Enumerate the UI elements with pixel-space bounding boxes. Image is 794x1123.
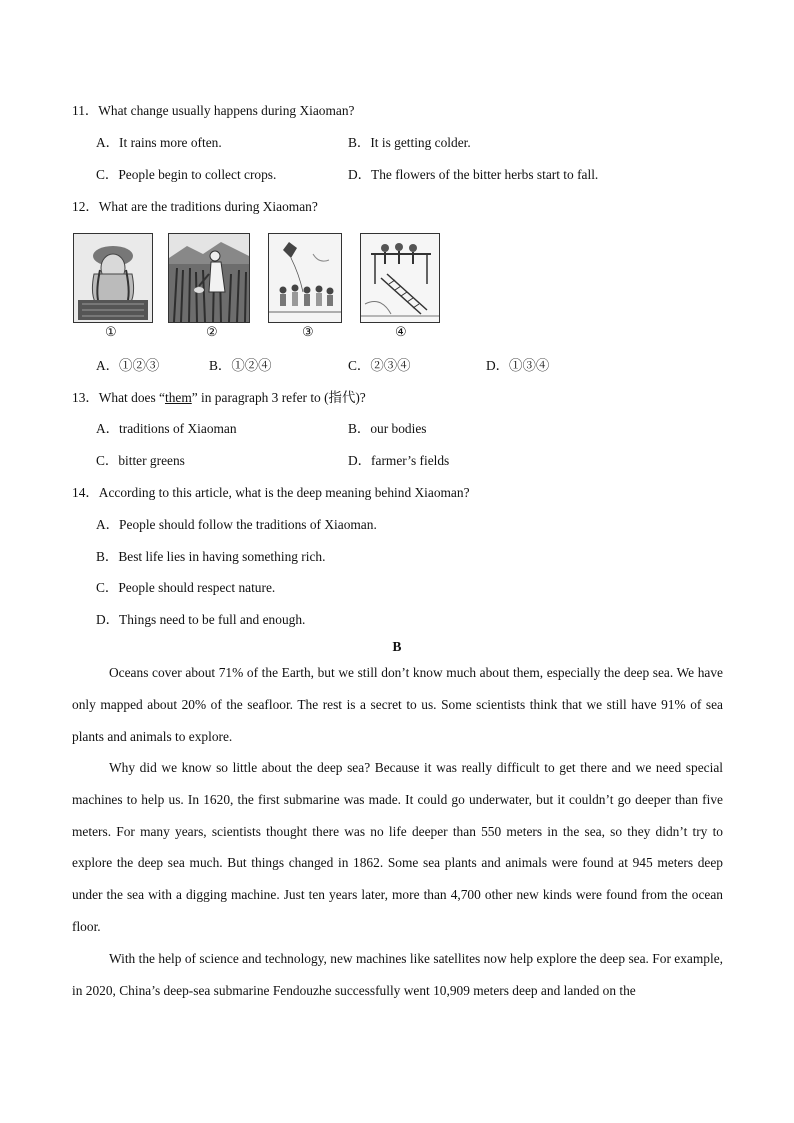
question-13-option-a: A．traditions of Xiaoman bbox=[96, 421, 237, 436]
question-14-option-a: A．People should follow the traditions of Xiaoman. bbox=[96, 517, 377, 532]
question-12-option-b: B．①②④ bbox=[209, 358, 272, 373]
question-13-option-d: D．farmer’s fields bbox=[348, 453, 450, 468]
picture-label-3: ③ bbox=[302, 324, 314, 339]
passage-paragraph-1: Oceans cover about 71% of the Earth, but we still don’t know much about them, especially the deep sea. We have only mapped about 20% of the seafloor. The rest is a secret to us. Some scientists think that we still have 91% of sea plants and animals to explore. bbox=[72, 665, 723, 744]
question-14-option-d: D．Things need to be full and enough. bbox=[96, 612, 306, 627]
picture-farmer-watering-field bbox=[168, 233, 250, 323]
question-12-option-d: D．①③④ bbox=[486, 358, 550, 373]
question-13-stem bbox=[72, 390, 366, 406]
question-13-option-c: C．bitter greens bbox=[96, 453, 185, 468]
picture-people-on-water-wheel bbox=[360, 233, 440, 323]
question-11-option-c: C．People begin to collect crops. bbox=[96, 167, 277, 182]
question-12-option-c: C．②③④ bbox=[348, 358, 411, 373]
question-14-option-b: B．Best life lies in having something rich. bbox=[96, 549, 326, 564]
question-13-underlined-word: them bbox=[164, 390, 192, 405]
question-13-option-b: B．our bodies bbox=[348, 421, 427, 436]
passage-paragraph-3: With the help of science and technology, new machines like satellites now help explore the deep sea. For example, in 2020, China’s deep-sea submarine Fendouzhe successfully went 10,909 meters deep and landed on the bbox=[72, 951, 723, 998]
question-14-stem: 14．According to this article, what is the deep meaning behind Xiaoman? bbox=[72, 485, 470, 500]
question-11-option-a: A．It rains more often. bbox=[96, 135, 222, 150]
question-14-option-c: C．People should respect nature. bbox=[96, 580, 276, 595]
question-11-option-d: D．The flowers of the bitter herbs start to fall. bbox=[348, 167, 599, 182]
picture-label-1: ① bbox=[105, 324, 117, 339]
picture-label-4: ④ bbox=[395, 324, 407, 339]
picture-label-2: ② bbox=[206, 324, 218, 339]
question-13-stem-post: ” in paragraph 3 refer to (指代)? bbox=[191, 390, 366, 405]
question-12-option-a: A．①②③ bbox=[96, 358, 160, 373]
question-11-stem: 11．What change usually happens during Xiaoman? bbox=[72, 103, 355, 118]
passage-paragraph-2: Why did we know so little about the deep sea? Because it was really difficult to get there and we need special machines to help us. In 1620, the first submarine was made. It could go underwater, but it couldn’t go deeper than five meters. For many years, scientists thought there was no life deeper than 550 meters in the sea, so they didn’t try to explore the deep sea much. But things changed in 1862. Some sea plants and animals were found at 945 meters deep under the sea with a digging machine. Just ten years later, more than 4,700 other new kinds were found from the ocean floor. bbox=[72, 760, 723, 934]
picture-girl-weaving bbox=[73, 233, 153, 323]
section-heading-b: B bbox=[392, 639, 402, 654]
question-11-option-b: B．It is getting colder. bbox=[348, 135, 471, 150]
question-13-stem-pre: 13．What does “ bbox=[72, 390, 165, 405]
question-12-stem: 12．What are the traditions during Xiaoman? bbox=[72, 199, 318, 214]
picture-children-flying-kite bbox=[268, 233, 342, 323]
